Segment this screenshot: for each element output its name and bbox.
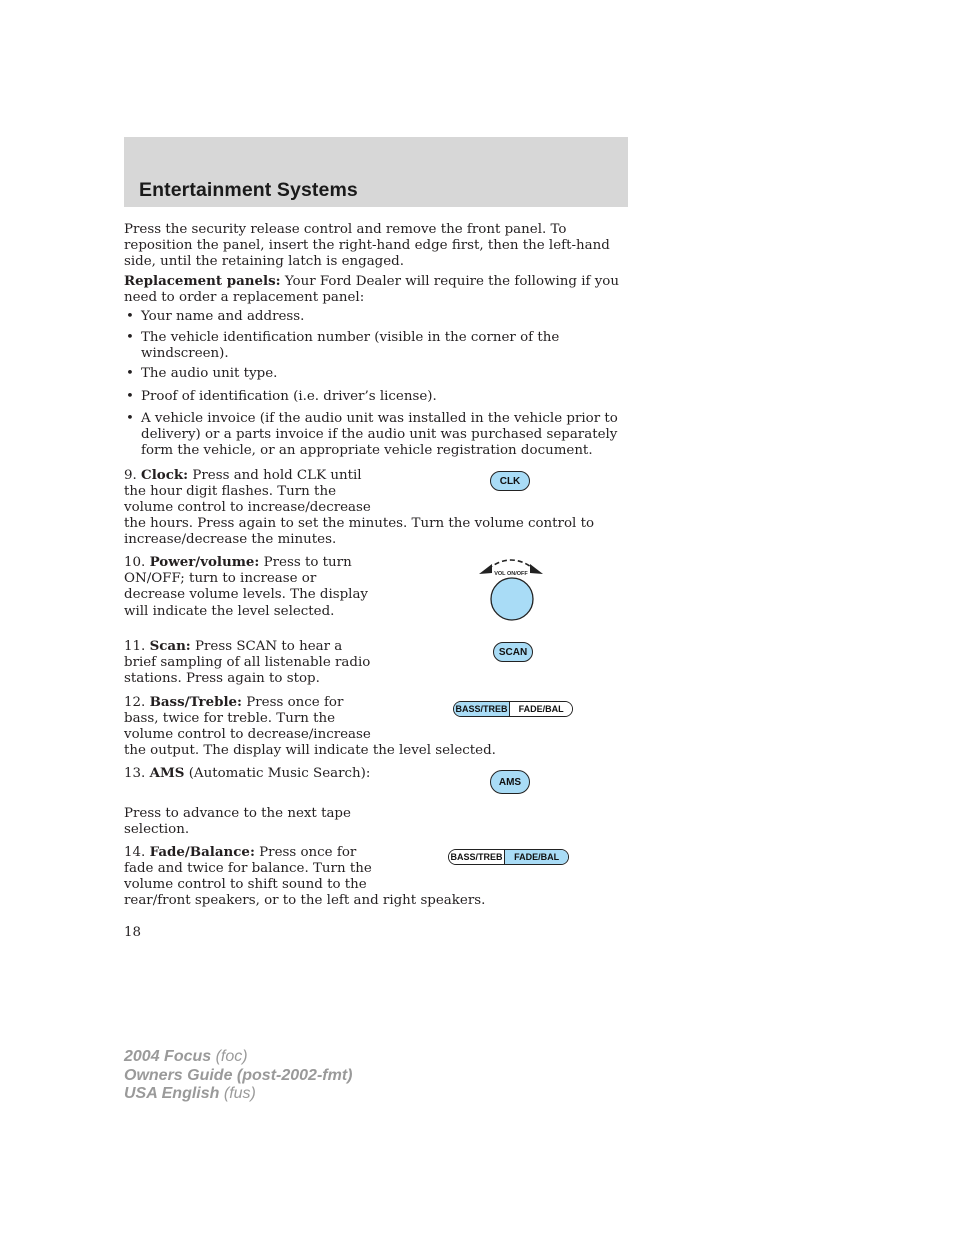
bass-treb-fade-bal-button-icon-2: [448, 849, 569, 865]
clock-description: 9. Clock: Press and hold CLK until the hour digit flashes. Turn the volume control to increase/decrease: [124, 467, 371, 516]
bass-treble-description-cont: the output. The display will indicate the level selected.: [124, 743, 496, 758]
bass-treb-segment: BASS/TREB: [450, 852, 503, 862]
ams-description: 13. AMS (Automatic Music Search):: [124, 765, 371, 781]
clock-description-cont: the hours. Press again to set the minutes. Turn the volume control to increase/decrease the minutes.: [124, 516, 595, 548]
bass-treble-description: 12. Bass/Treble: Press once for bass, twice for treble. Turn the volume control to decrease/increase: [124, 694, 371, 743]
ams-button-icon: AMS: [490, 770, 530, 794]
bullet-icon: •: [126, 366, 134, 381]
footer-line-2: Owners Guide (post-2002-fmt): [124, 1066, 353, 1084]
clk-button-icon: CLK: [490, 471, 530, 491]
footer-line-3: USA English (fus): [124, 1085, 256, 1102]
page-number: 18: [124, 925, 142, 940]
intro-paragraph: Press the security release control and remove the front panel. To reposition the panel, insert the right-hand edge first, then the left-hand side, until the retaining latch is engaged.: [124, 222, 610, 270]
power-volume-description: 10. Power/volume: Press to turn ON/OFF; turn to increase or decrease volume levels. The display will indicate the level selected.: [124, 554, 368, 619]
replacement-paragraph: Replacement panels: Your Ford Dealer will require the following if you need to order a replacement panel:: [124, 273, 619, 306]
bullet-icon: •: [126, 309, 134, 324]
bullet-icon: •: [126, 389, 134, 404]
footer-line-1: 2004 Focus (foc): [124, 1048, 248, 1065]
volume-knob-icon: [474, 553, 550, 625]
scan-description: 11. Scan: Press SCAN to hear a brief sampling of all listenable radio stations. Press again to stop.: [124, 638, 371, 687]
knob-label: VOL ON/OFF: [494, 571, 528, 577]
bullet-icon: •: [126, 330, 134, 345]
scan-button-icon: SCAN: [493, 642, 533, 662]
section-header-band: [124, 137, 628, 207]
fade-bal-segment: FADE/BAL: [505, 850, 568, 864]
fade-balance-description: 14. Fade/Balance: Press once for fade and twice for balance. Turn the volume control to shift sound to the: [124, 844, 372, 893]
bass-treb-fade-bal-button-icon: [453, 701, 573, 717]
ams-description-cont: Press to advance to the next tape selection.: [124, 806, 351, 838]
document-footer: [124, 1048, 352, 1104]
section-title: Entertainment Systems: [139, 179, 358, 201]
fade-balance-description-cont: rear/front speakers, or to the left and right speakers.: [124, 893, 486, 908]
fade-bal-segment: FADE/BAL: [510, 702, 572, 716]
bullet-icon: •: [126, 411, 134, 426]
replacement-label: Replacement panels:: [124, 273, 281, 289]
bass-treb-segment: BASS/TREB: [455, 704, 508, 714]
